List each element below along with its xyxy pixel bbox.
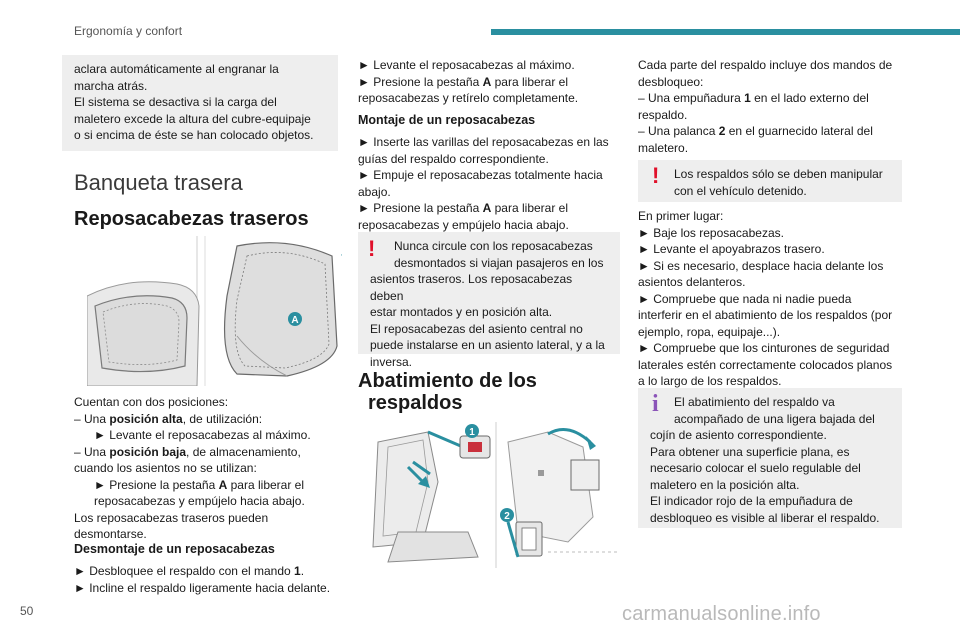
warning-icon: ! (368, 236, 376, 261)
fold-section-title (358, 370, 620, 414)
site-watermark: carmanualsonline.info (622, 603, 821, 625)
text-line: a lo largo de los respaldos. (638, 374, 782, 388)
info-line: El abatimiento del respaldo va (674, 395, 835, 409)
section-title: Banqueta trasera (74, 170, 243, 195)
text-line: ejemplo, ropa, equipaje...). (638, 324, 781, 339)
text-span: para liberar el (491, 74, 569, 89)
warning-line: estar montados y en posición alta. (370, 305, 553, 319)
page-number: 50 (20, 604, 34, 618)
text-span: – Una (74, 444, 110, 459)
text-span: para liberar el (227, 477, 305, 492)
text-span: ► Desbloquee el respaldo con el mando (74, 564, 295, 578)
info-line: necesario colocar el suelo regulable del (650, 461, 861, 475)
info-line: cojín de asiento correspondiente. (650, 428, 827, 442)
text-span: – Una palanca (638, 124, 719, 138)
text-span: para liberar el (491, 201, 569, 215)
page-header-title: Ergonomía y confort (74, 24, 183, 38)
info-line: El indicador rojo de la empuñadura de (650, 494, 853, 508)
box-line: aclara automáticamente al engranar la (74, 62, 279, 76)
text-span: , de almacenamiento, (186, 444, 301, 459)
preparation-steps (638, 208, 902, 390)
text-span: – Una (74, 411, 110, 426)
text-span: en el guarnecido lateral del (725, 124, 873, 138)
continued-note-box (62, 55, 338, 151)
text-line: abajo. (358, 184, 391, 199)
text-line: Los reposacabezas traseros pueden (74, 510, 269, 525)
warning-line: Los respaldos sólo se deben manipular (674, 167, 883, 181)
text-line: ► Levante el reposacabezas al máximo. (358, 58, 575, 72)
box-line: El sistema se desactiva si la carga del (74, 95, 277, 109)
text-line (638, 90, 902, 107)
info-note-box (638, 388, 902, 528)
text-line (638, 123, 902, 140)
info-line: acompañado de una ligera bajada del (674, 411, 875, 426)
bold-span: 1 (294, 564, 301, 578)
mount-title: Montaje de un reposacabezas (358, 113, 536, 127)
text-line: ► Incline el respaldo ligeramente hacia delante. (74, 580, 331, 595)
text-line: cuando los asientos no se utilizan: (74, 461, 257, 475)
text-line: ► Levante el reposacabezas al máximo. (94, 428, 311, 442)
warning-line: con el vehículo detenido. (674, 183, 807, 198)
header-accent-bar (491, 29, 960, 35)
headrest-warning-box (358, 232, 620, 369)
warning-line: inversa. (370, 354, 413, 369)
text-line: ► Compruebe que nada ni nadie pueda (638, 291, 852, 306)
text-line: ► Levante el apoyabrazos trasero. (638, 242, 825, 256)
headrest-positions-text (74, 394, 338, 543)
box-line: o si encima de éste se han colocado objetos. (74, 128, 314, 142)
warning-icon: ! (652, 163, 660, 188)
text-span: – Una empuñadura (638, 91, 745, 105)
text-span: ► Presione la pestaña (94, 477, 219, 492)
image-callout-a: A (291, 315, 299, 326)
bold-span: A (482, 201, 492, 215)
stationary-warning-box (638, 160, 902, 202)
warning-line: asientos traseros. Los reposacabezas deben (370, 272, 573, 303)
text-line (74, 411, 338, 428)
text-span: en el lado externo del (750, 91, 869, 105)
mount-steps (358, 134, 624, 233)
bold-span: posición alta (109, 411, 183, 426)
text-span: ► Presione la pestaña (358, 201, 483, 215)
text-line: ► Compruebe que los cinturones de seguridad (638, 341, 890, 355)
text-line (358, 74, 620, 91)
text-line (74, 563, 350, 580)
text-line: ► Si es necesario, desplace hacia delante los (638, 258, 884, 273)
bold-span: 2 (718, 124, 726, 138)
bold-span: posición baja (109, 444, 187, 459)
fold-backrest-illustration (368, 422, 620, 568)
image-callout-1: 1 (469, 427, 475, 438)
title-line: respaldos (368, 392, 463, 414)
text-line: maletero. (638, 140, 689, 155)
text-line: ► Inserte las varillas del reposacabezas en las (358, 135, 609, 149)
text-line: desmontarse. (74, 527, 147, 541)
info-line: maletero en la posición alta. (650, 477, 800, 492)
text-span: , de utilización: (182, 411, 263, 426)
dismount-steps (74, 563, 350, 596)
text-line (74, 444, 338, 461)
text-line: En primer lugar: (638, 209, 724, 223)
image-callout-2: 2 (504, 511, 510, 522)
text-line (74, 477, 338, 494)
text-span: . (300, 564, 305, 578)
text-line: respaldo. (638, 107, 688, 122)
text-line: laterales estén correctamente colocados planos (638, 357, 893, 372)
warning-line: desmontados si viajan pasajeros en los (394, 255, 604, 270)
text-line: Cada parte del respaldo incluye dos mandos de (638, 58, 893, 72)
dismount-title: Desmontaje de un reposacabezas (74, 542, 275, 556)
text-line: reposacabezas y empújelo hacia abajo. (94, 494, 305, 508)
warning-line: puede instalarse en un asiento lateral, y a la (370, 338, 605, 352)
bold-span: A (482, 74, 492, 89)
release-controls-text (638, 57, 902, 156)
text-line: guías del respaldo correspondiente. (358, 151, 549, 166)
text-line: interferir en el abatimiento de los respaldos (por (638, 308, 893, 322)
info-icon: i (652, 391, 659, 417)
rear-headrest-illustration (87, 236, 342, 386)
text-span: ► Presione la pestaña (358, 74, 483, 89)
box-line: maletero excede la altura del cubre-equipaje (74, 111, 311, 126)
box-line: marcha atrás. (74, 78, 148, 93)
warning-line: El reposacabezas del asiento central no (370, 321, 583, 336)
text-line: reposacabezas y empújelo hacia abajo. (358, 217, 569, 232)
info-line: desbloqueo es visible al liberar el respaldo. (650, 510, 880, 525)
text-line: reposacabezas y retírelo completamente. (358, 91, 579, 105)
text-line: Cuentan con dos posiciones: (74, 395, 229, 409)
text-line: asientos delanteros. (638, 275, 746, 289)
title-line: Abatimiento de los (358, 370, 537, 392)
removal-steps (358, 57, 620, 107)
text-line (358, 200, 624, 217)
info-line: Para obtener una superficie plana, es (650, 444, 850, 459)
text-line: ► Baje los reposacabezas. (638, 225, 784, 240)
bold-span: 1 (744, 91, 751, 105)
bold-span: A (218, 477, 228, 492)
subsection-title: Reposacabezas traseros (74, 208, 309, 230)
warning-line: Nunca circule con los reposacabezas (394, 239, 593, 253)
text-line: desbloqueo: (638, 74, 704, 89)
text-line: ► Empuje el reposacabezas totalmente hacia (358, 168, 603, 182)
